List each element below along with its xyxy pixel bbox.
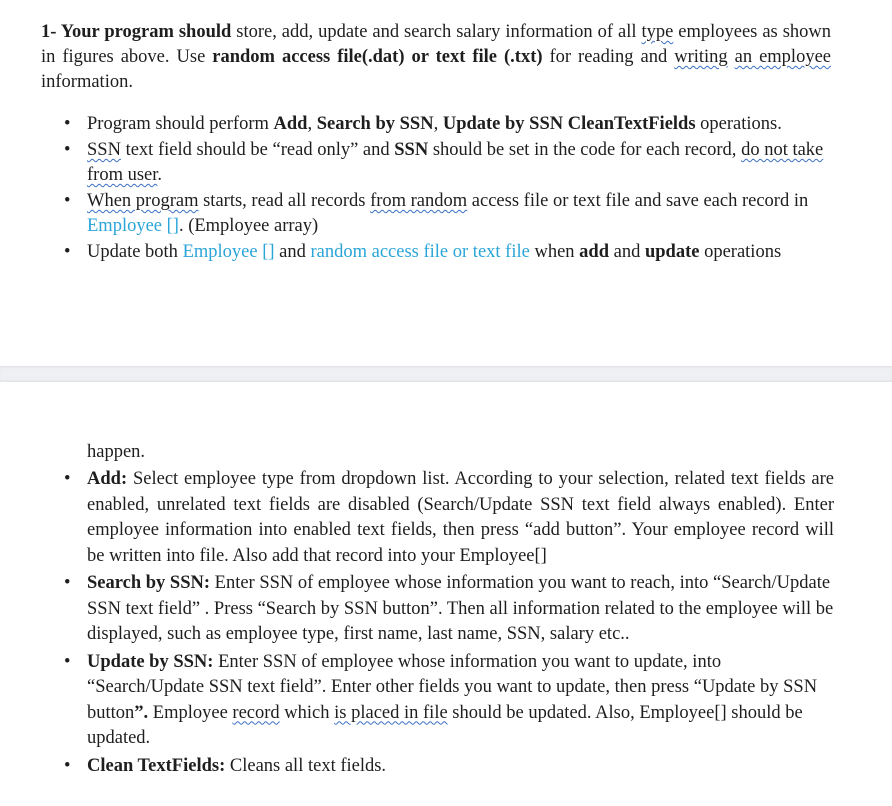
list-item-search [64,571,834,648]
list-item [64,138,834,188]
text: , [433,114,443,134]
bold-text: update [644,242,700,262]
spellcheck-word[interactable]: record [232,702,280,723]
text: Program should perform [87,114,274,134]
text: operations [699,242,782,262]
bold-label: Add: [87,469,128,489]
spellcheck-word[interactable]: from random [370,191,468,211]
text: Update both [87,242,183,262]
bold-text: Search by SSN [316,114,434,134]
text: Enter SSN of employee whose information you want to reach, into “Search/Update SSN text field” . Press “Search by SSN button”. Then all information related to the employee will be displayed, such as employee type, first name, last name, SSN, salary etc.. [87,573,834,644]
list-item-clean [64,754,834,780]
bold-label: Search by SSN: [87,573,211,593]
bold-text: Add [273,114,308,134]
text: . (Employee array) [178,216,319,236]
text: when [529,242,580,262]
bold-label: Update by SSN: [87,651,214,672]
spellcheck-word[interactable]: type [641,22,674,42]
intro-text: store, add, update and search salary information of all [231,22,642,42]
list-item [64,240,834,265]
list-item [64,112,834,137]
bold-label: Clean TextFields: [87,755,226,776]
text: starts, read all records [198,191,371,211]
spellcheck-word[interactable]: When program [87,191,199,211]
text: Cleans all text fields. [225,755,387,776]
text: should be updated. Also, Employee[] should be updated. [87,702,803,748]
intro-text: employees as shown in figures above. Use [41,22,832,67]
spellcheck-word[interactable]: an employee [734,47,831,67]
intro-bold-subject: Your program should [60,22,232,42]
bullet-icon: • [64,573,71,593]
list-item [64,189,834,239]
text: which [279,702,335,723]
item-number: 1- [41,22,61,42]
bullet-icon: • [64,140,71,160]
list-item-add [64,467,834,569]
text: text field should be “read only” and [120,140,395,160]
list-item-update [64,650,834,752]
spellcheck-word[interactable]: writing [674,47,728,67]
spellcheck-word[interactable]: is placed in file [334,702,448,723]
text: Select employee type from dropdown list. According to your selection, related text fields are enabled, unrelated text fields are disabled (Search/Update SSN text field always enabled). Enter employee information into enabled text fields, then press “add button”. Your employee record will be written into file. Also add that record into your Employee[] [87,469,834,566]
spellcheck-word[interactable]: from user [87,165,158,185]
text: Employee [148,702,233,723]
bullet-icon: • [64,114,71,134]
bullet-icon: • [64,469,71,489]
spellcheck-word[interactable]: do not take [741,140,824,160]
continuation-text: happen. [87,442,146,462]
intro-text: for reading and [542,47,675,67]
highlighted-term: Employee [] [87,216,179,236]
highlighted-term: random access file or text file [310,242,530,262]
text: should be set in the code for each record, [428,140,742,160]
bold-text: Update by SSN CleanTextFields [442,114,696,134]
bullet-icon: • [64,242,71,262]
highlighted-term: Employee [] [182,242,275,262]
bold-text: ”. [134,702,149,723]
intro-paragraph [41,20,831,95]
text: , [307,114,317,134]
intro-text [728,47,735,67]
bold-text: add [579,242,609,262]
bold-text: SSN [394,140,429,160]
bullet-icon: • [64,651,71,672]
spellcheck-word[interactable]: SSN [87,140,121,160]
page-break-gap [0,366,892,382]
operations-list [64,467,834,781]
bullet-icon: • [64,191,71,211]
text: access file or text file and save each record in [467,191,809,211]
document-page-1 [0,0,892,366]
text: operations. [695,114,782,134]
intro-bold-file-types: random access file(.dat) or text file (.txt) [212,47,543,67]
text: Enter SSN of employee whose information you want to update, into “Search/Update SSN text field”. Enter other fields you want to update, then press “Update by SSN button [87,651,818,723]
text: . [157,165,163,185]
bullet-icon: • [64,755,71,776]
intro-text: information. [41,72,133,92]
requirements-list [64,112,834,266]
text: and [274,242,311,262]
text: and [608,242,645,262]
